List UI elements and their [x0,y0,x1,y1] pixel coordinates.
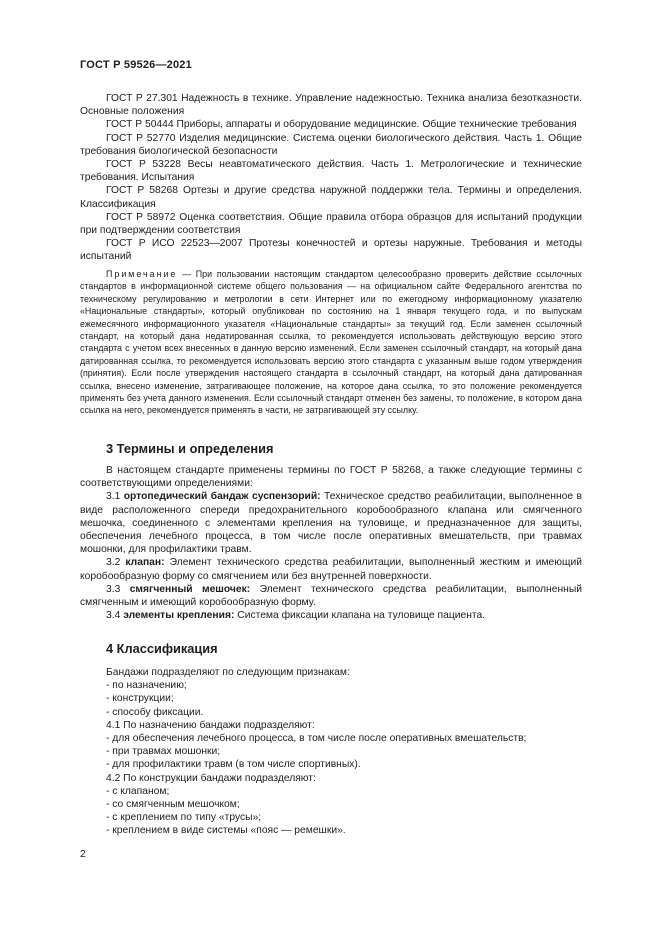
section-3-body [80,464,582,622]
term-name: клапан: [125,557,165,569]
term-name: элементы крепления: [123,610,235,622]
reference-item: ГОСТ Р 53228 Весы неавтоматического действия. Часть 1. Метрологические и технические требования. Испытания [80,159,582,184]
note-block [80,268,582,417]
reference-item: ГОСТ Р 52770 Изделия медицинские. Система оценки биологического действия. Часть 1. Общие требования биологической безопасности [80,132,582,157]
term-name: смягченный мешочек: [129,583,251,595]
term-text: Элемент технического средства реабилитации, выполненный жестким и имеющий коробообразную форму со смягчением или без внутренней поверхности. [80,557,582,582]
classification-line: - со смягченным мешочком; [106,799,240,811]
term-definition [80,583,582,609]
classification-line: - для обеспечения лечебного процесса, в том числе после оперативных вмешательств; [106,733,527,745]
term-text: Система фиксации клапана на туловище пациента. [234,610,486,622]
classification-line: - с клапаном; [106,785,170,797]
reference-item: ГОСТ Р ИСО 22523—2007 Протезы конечностей и ортезы наружные. Требования и методы испытаний [80,238,582,263]
section-4-body [80,666,582,838]
classification-line: - способу фиксации. [106,706,204,718]
section-3-intro: В настоящем стандарте применены термины по ГОСТ Р 58268, а также следующие термины с соответствующими определениями: [80,465,582,490]
normative-references [80,92,582,264]
reference-item: ГОСТ Р 58268 Ортезы и другие средства наружной поддержки тела. Термины и определения. Классификация [80,185,582,210]
note-label: Примечание [106,269,178,279]
reference-item: ГОСТ Р 50444 Приборы, аппараты и оборудование медицинские. Общие технические требования [106,119,577,131]
reference-item: ГОСТ Р 58972 Оценка соответствия. Общие правила отбора образцов для испытаний продукции при подтверждении соответствия [80,211,582,237]
term-definition [80,556,582,582]
section-4-heading: 4 Классификация [106,641,218,656]
term-number: 3.1 [106,491,124,503]
term-number: 3.3 [106,583,130,595]
classification-line: - для профилактики травм (в том числе спортивных). [106,759,361,771]
term-definition [80,609,582,622]
section-3-heading: 3 Термины и определения [106,441,274,456]
classification-line: - конструкции; [106,693,174,705]
term-text: Техническое средство реабилитации, выполненное в виде расположенного спереди предохранительного коробообразного клапана или смягченного мешочка, соединенного с элементами крепления на туловище, и предназначенное для защиты, обеспечения лечебного процесса, в том числе после оперативных вмешательств, при травмах мошонки, для профилактики травм. [80,491,582,556]
classification-line: - креплением в виде системы «пояс — ремешки». [106,825,346,837]
classification-line: 4.2 По конструкции бандажи подразделяют: [106,772,316,784]
classification-line: - с креплением по типу «трусы»; [106,812,262,824]
document-header: ГОСТ Р 59526—2021 [80,59,192,71]
classification-line: - по назначению; [106,680,187,692]
classification-line: - при травмах мошонки; [106,746,221,758]
term-definition [80,490,582,556]
classification-line: 4.1 По назначению бандажи подразделяют: [106,719,315,731]
page-number: 2 [80,848,86,860]
term-number: 3.4 [106,610,124,622]
term-number: 3.2 [106,557,126,569]
term-text: Элемент технического средства реабилитации, выполненный смягченным и имеющий коробообразную форму. [80,583,582,609]
term-name: ортопедический бандаж суспензорий: [123,491,321,503]
reference-item: ГОСТ Р 27.301 Надежность в технике. Управление надежностью. Техника анализа безотказности. Основные положения [80,93,582,118]
note-text: — При пользовании настоящим стандартом целесообразно проверить действие ссылочных стандартов в информационной системе общего пользования — на официальном сайте Федерального агентства по техническому регулированию и метрологии в сети Интернет или по ежегодному информационному указателю «Национальные стандарты», который опубликован по состоянию на 1 января текущего года, и по выпускам ежемесячного информационного указателя «Национальные стандарты» за текущий год. Если заменен ссылочный стандарт, на который дана недатированная ссылка, то рекомендуется использовать действующую версию этого стандарта с учетом всех внесенных в данную версию изменений. Если заменен ссылочный стандарт, на который дана датированная ссылка, то рекомендуется использовать версию этого стандарта с указанным выше годом утверждения (принятия). Если после утверждения настоящего стандарта в ссылочный стандарт, на который дана датированная ссылка, внесено изменение, затрагивающее положение, на которое дана ссылка, то это положение рекомендуется применять без учета данного изменения. Если ссылочный стандарт отменен без замены, то положение, в котором дана ссылка на него, рекомендуется применять в части, не затрагивающей эту ссылку. [80,269,582,416]
classification-line: Бандажи подразделяют по следующим признакам: [106,667,350,678]
